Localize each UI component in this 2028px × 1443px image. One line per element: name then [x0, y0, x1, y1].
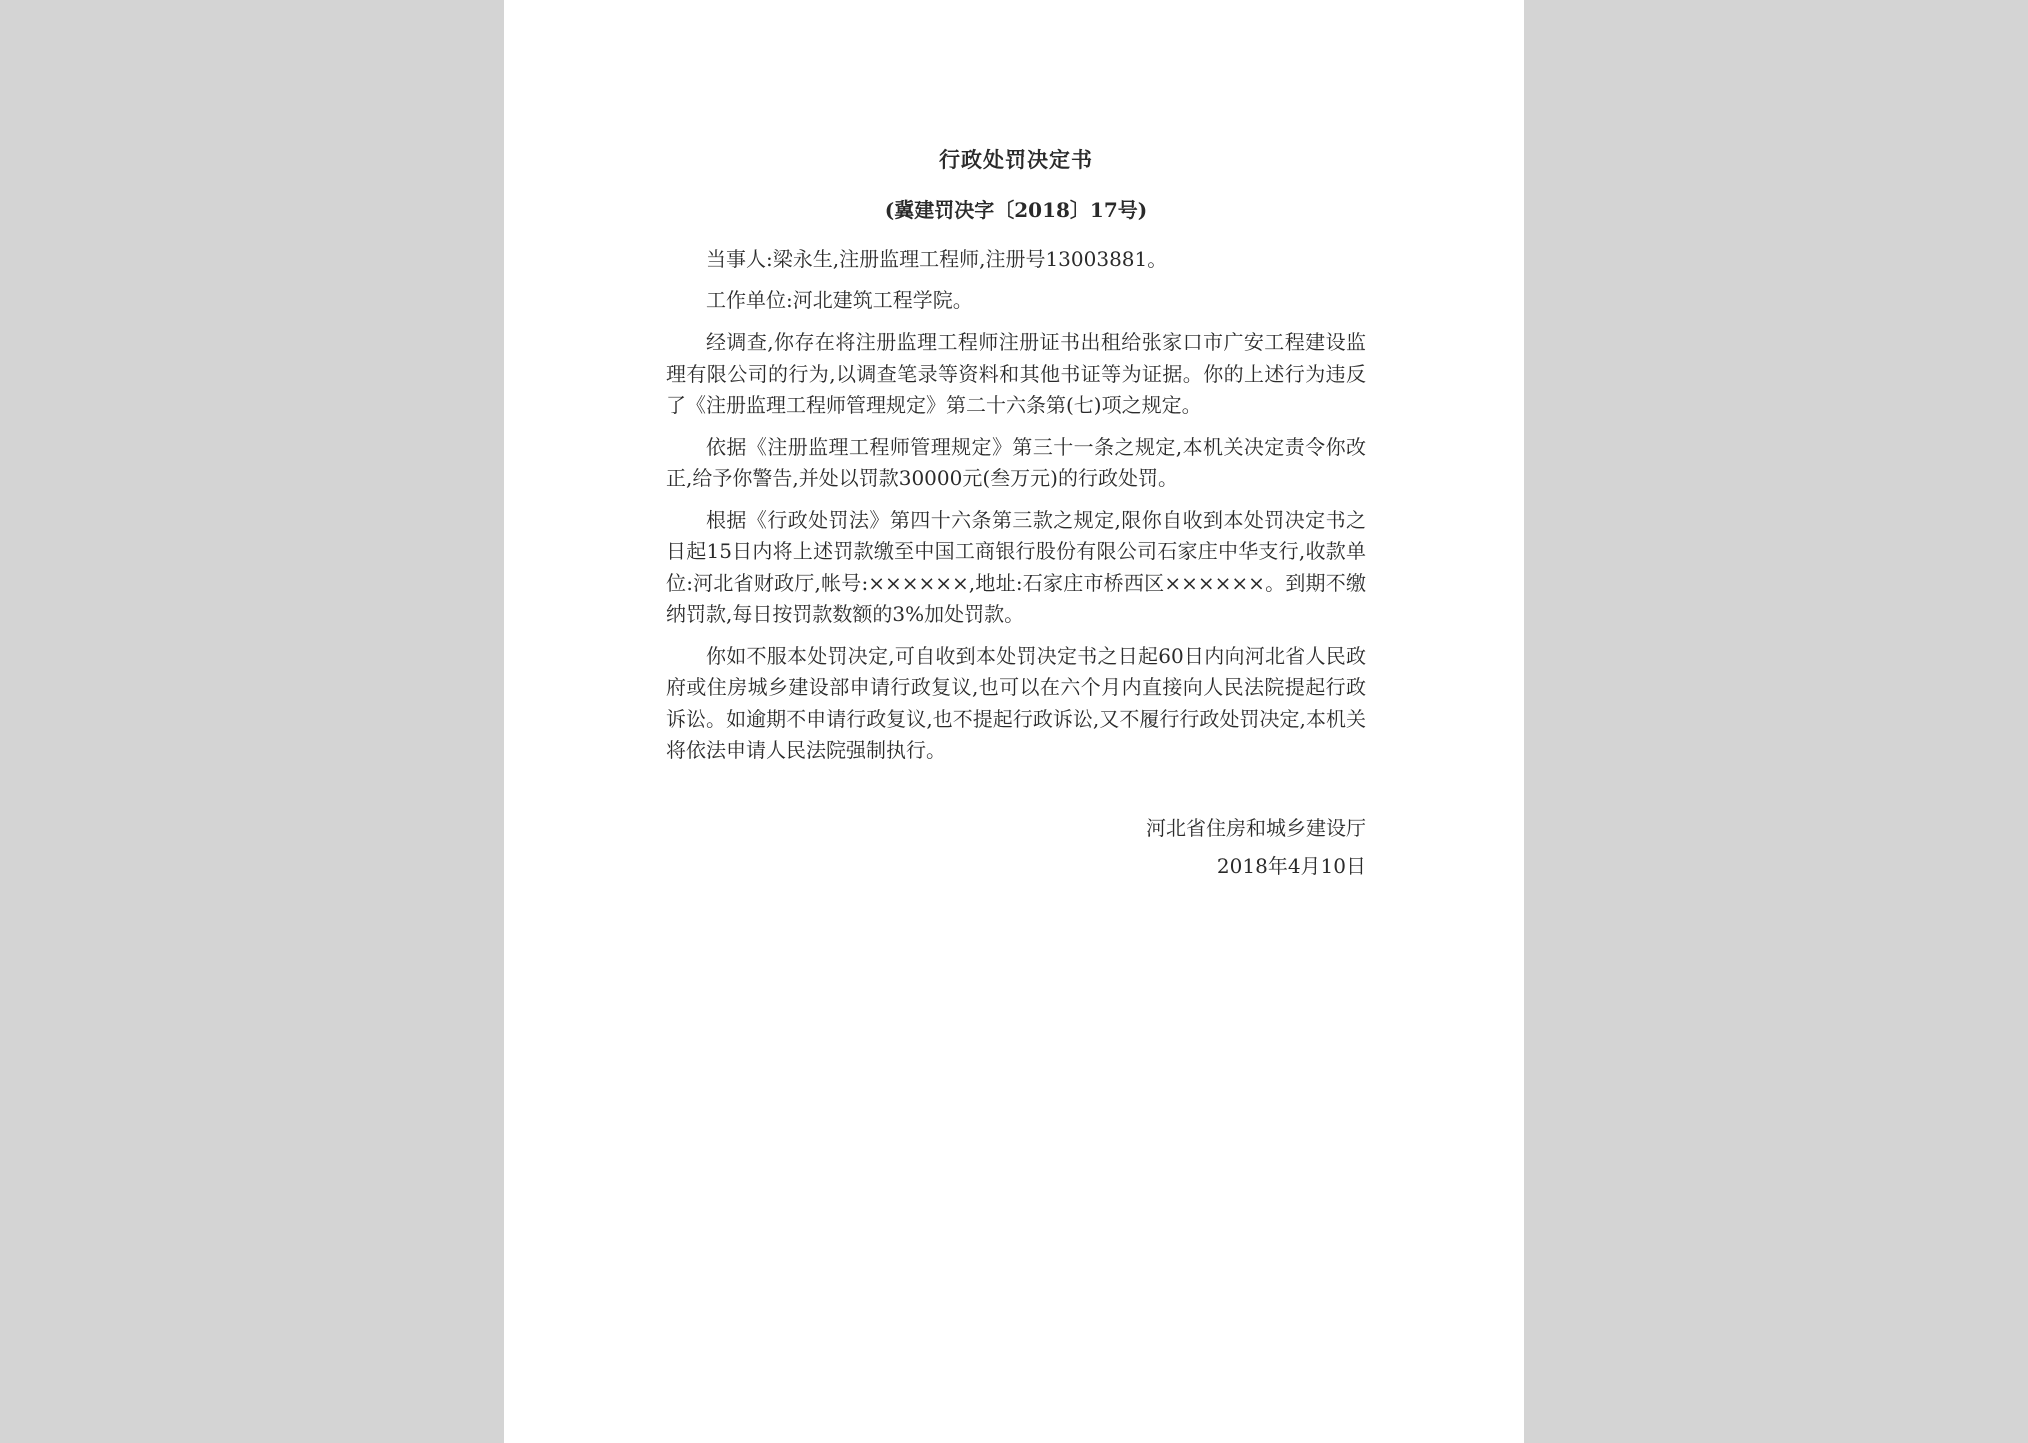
paragraph-appeal: 你如不服本处罚决定,可自收到本处罚决定书之日起60日内向河北省人民政府或住房城乡建设部申请行政复议,也可以在六个月内直接向人民法院提起行政诉讼。如逾期不申请行政复议,也不提起行政诉讼,又不履行行政处罚决定,本机关将依法申请人民法院强制执行。	[666, 643, 1366, 762]
signature-block	[666, 809, 1366, 885]
document-title: 行政处罚决定书	[939, 147, 1093, 172]
work-unit-line: 工作单位:河北建筑工程学院。	[706, 288, 973, 312]
issue-date: 2018年4月10日	[1216, 853, 1366, 878]
paragraph-payment: 根据《行政处罚法》第四十六条第三款之规定,限你自收到本处罚决定书之日起15日内将上述罚款缴至中国工商银行股份有限公司石家庄中华支行,收款单位:河北省财政厅,帐号:××××××,地址:石家庄市桥西区××××××。到期不缴纳罚款,每日按罚款数额的3%加处罚款。	[666, 507, 1366, 626]
document-page	[504, 0, 1524, 1443]
party-line: 当事人:梁永生,注册监理工程师,注册号13003881。	[706, 247, 1168, 271]
paragraph-investigation: 经调查,你存在将注册监理工程师注册证书出租给张家口市广安工程建设监理有限公司的行为,以调查笔录等资料和其他书证等为证据。你的上述行为违反了《注册监理工程师管理规定》第二十六条第(七)项之规定。	[666, 330, 1366, 417]
document-content	[666, 145, 1366, 885]
paragraph-penalty: 依据《注册监理工程师管理规定》第三十一条之规定,本机关决定责令你改正,给予你警告,并处以罚款30000元(叁万元)的行政处罚。	[666, 434, 1366, 490]
issuer-name: 河北省住房和城乡建设厅	[1146, 815, 1366, 840]
document-number: (冀建罚决字〔2018〕17号)	[884, 198, 1148, 222]
